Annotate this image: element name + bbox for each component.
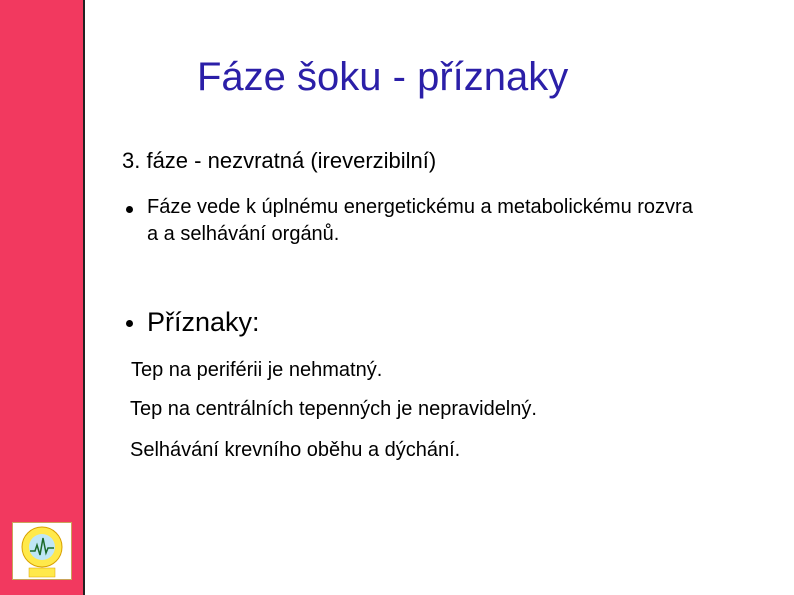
- bullet-dot: [126, 206, 133, 213]
- school-logo: [12, 522, 72, 580]
- bullet-text-line: a a selhávání orgánů.: [147, 223, 340, 245]
- school-emblem-icon: [13, 523, 71, 579]
- bullet-text-line: Fáze vede k úplnému energetickému a metabolickému rozvra: [147, 196, 693, 218]
- left-sidebar-bar: [0, 0, 85, 595]
- symptom-line: Selhávání krevního oběhu a dýchání.: [130, 439, 461, 461]
- symptom-line: Tep na periférii je nehmatný.: [131, 359, 383, 381]
- slide-subtitle: 3. fáze - nezvratná (ireverzibilní): [122, 148, 437, 173]
- slide-title: Fáze šoku - příznaky: [197, 55, 569, 99]
- bullet-heading: Příznaky:: [147, 307, 260, 337]
- bullet-dot: [126, 320, 133, 327]
- symptom-line: Tep na centrálních tepenných je nepravidelný.: [130, 398, 537, 420]
